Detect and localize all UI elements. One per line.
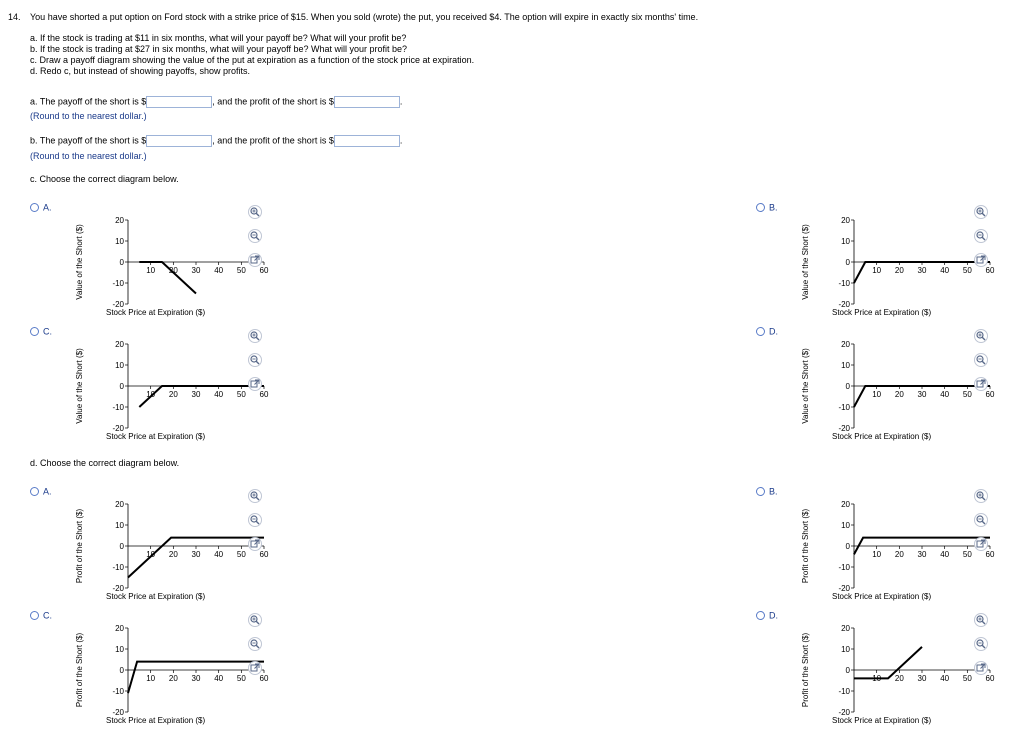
x-tick-label: 10 xyxy=(146,390,156,399)
part-b-text: b. If the stock is trading at $27 in six months, what will your payoff be? What will your profit be? xyxy=(30,44,408,54)
x-axis-label: Stock Price at Expiration ($) xyxy=(106,308,206,317)
x-tick-label: 30 xyxy=(191,674,201,683)
zoom-in-button[interactable] xyxy=(248,205,262,219)
zoom-in-icon xyxy=(976,491,986,501)
zoom-out-button[interactable] xyxy=(248,637,262,651)
y-tick-label: -10 xyxy=(838,279,850,288)
y-tick-label: 10 xyxy=(115,361,124,370)
section-d-title: d. Choose the correct diagram below. xyxy=(30,458,180,468)
x-tick-label: 20 xyxy=(894,674,904,683)
zoom-out-icon xyxy=(976,639,986,649)
x-tick-label: 50 xyxy=(236,266,246,275)
chart-d-B xyxy=(792,492,1002,604)
y-tick-label: 10 xyxy=(841,645,850,654)
option-c-B[interactable] xyxy=(756,202,778,213)
x-tick-label: 30 xyxy=(191,266,201,275)
answer-a-suffix: . xyxy=(399,96,403,107)
x-tick-label: 10 xyxy=(146,674,156,683)
y-tick-label: -20 xyxy=(112,424,124,433)
popout-icon xyxy=(976,255,986,265)
x-tick-label: 60 xyxy=(259,674,269,683)
option-d-B[interactable] xyxy=(756,486,778,497)
x-axis-label: Stock Price at Expiration ($) xyxy=(832,432,932,441)
x-tick-label: 50 xyxy=(962,674,972,683)
y-tick-label: 10 xyxy=(115,237,124,246)
y-tick-label: 0 xyxy=(119,382,124,391)
zoom-in-icon xyxy=(976,207,986,217)
answer-b-profit-input[interactable] xyxy=(334,135,400,147)
zoom-in-button[interactable] xyxy=(248,613,262,627)
x-tick-label: 60 xyxy=(259,390,269,399)
y-tick-label: 10 xyxy=(841,521,850,530)
popout-button[interactable] xyxy=(974,661,988,675)
popout-button[interactable] xyxy=(248,377,262,391)
chart-c-C xyxy=(66,332,276,444)
radio-button[interactable] xyxy=(756,203,765,212)
y-tick-label: 10 xyxy=(115,645,124,654)
option-c-A[interactable] xyxy=(30,202,52,213)
chart-d-C xyxy=(66,616,276,728)
zoom-out-button[interactable] xyxy=(974,353,988,367)
x-tick-label: 60 xyxy=(985,550,995,559)
x-tick-label: 30 xyxy=(191,550,201,559)
section-c-title: c. Choose the correct diagram below. xyxy=(30,174,179,184)
x-tick-label: 20 xyxy=(894,266,904,275)
radio-button[interactable] xyxy=(756,327,765,336)
chart-d-D xyxy=(792,616,1002,728)
part-a-text: a. If the stock is trading at $11 in six months, what will your payoff be? What will your profit be? xyxy=(30,33,407,43)
y-axis-label: Value of the Short ($) xyxy=(75,348,84,424)
y-tick-label: -10 xyxy=(112,563,124,572)
x-tick-label: 20 xyxy=(168,266,178,275)
y-tick-label: 10 xyxy=(841,237,850,246)
option-letter: B. xyxy=(769,202,778,213)
y-tick-label: -10 xyxy=(112,279,124,288)
answer-b-line xyxy=(30,135,402,147)
option-c-C[interactable] xyxy=(30,326,52,337)
zoom-in-button[interactable] xyxy=(248,489,262,503)
answer-b-middle: , and the profit of the short is $ xyxy=(212,135,334,146)
zoom-out-button[interactable] xyxy=(248,513,262,527)
x-tick-label: 10 xyxy=(146,266,156,275)
y-tick-label: 10 xyxy=(841,361,850,370)
x-tick-label: 40 xyxy=(214,674,224,683)
x-tick-label: 10 xyxy=(872,390,882,399)
option-letter: D. xyxy=(769,326,778,337)
y-tick-label: -20 xyxy=(112,300,124,309)
radio-button[interactable] xyxy=(756,611,765,620)
x-tick-label: 50 xyxy=(236,674,246,683)
popout-button[interactable] xyxy=(248,253,262,267)
y-tick-label: -20 xyxy=(838,708,850,717)
x-axis-label: Stock Price at Expiration ($) xyxy=(106,592,206,601)
y-tick-label: -10 xyxy=(112,687,124,696)
x-axis-label: Stock Price at Expiration ($) xyxy=(832,716,932,725)
zoom-out-button[interactable] xyxy=(974,637,988,651)
y-tick-label: 20 xyxy=(841,216,850,225)
y-tick-label: 0 xyxy=(845,542,850,551)
y-tick-label: -10 xyxy=(112,403,124,412)
x-tick-label: 40 xyxy=(940,550,950,559)
y-tick-label: -10 xyxy=(838,403,850,412)
answer-a-prefix: a. The payoff of the short is $ xyxy=(30,96,147,107)
x-tick-label: 30 xyxy=(191,390,201,399)
zoom-out-icon xyxy=(976,515,986,525)
zoom-out-button[interactable] xyxy=(974,229,988,243)
zoom-in-icon xyxy=(250,615,260,625)
x-tick-label: 60 xyxy=(259,550,269,559)
radio-button[interactable] xyxy=(756,487,765,496)
part-d-text: d. Redo c, but instead of showing payoffs, show profits. xyxy=(30,66,250,76)
option-letter: C. xyxy=(43,610,52,621)
answer-a-round-note: (Round to the nearest dollar.) xyxy=(30,111,147,121)
zoom-in-icon xyxy=(250,207,260,217)
x-tick-label: 20 xyxy=(894,550,904,559)
answer-b-prefix: b. The payoff of the short is $ xyxy=(30,135,147,146)
x-tick-label: 40 xyxy=(214,390,224,399)
y-tick-label: 20 xyxy=(841,500,850,509)
y-axis-label: Value of the Short ($) xyxy=(801,348,810,424)
y-tick-label: 20 xyxy=(841,624,850,633)
x-axis-label: Stock Price at Expiration ($) xyxy=(832,592,932,601)
x-tick-label: 40 xyxy=(214,266,224,275)
y-tick-label: 0 xyxy=(845,258,850,267)
zoom-out-icon xyxy=(250,639,260,649)
zoom-in-button[interactable] xyxy=(248,329,262,343)
y-tick-label: 20 xyxy=(841,340,850,349)
zoom-out-icon xyxy=(250,515,260,525)
option-d-C[interactable] xyxy=(30,610,52,621)
question-text: You have shorted a put option on Ford stock with a strike price of $15. When you sold (wrote) the put, you received $4. The option will expire in exactly six months' time. xyxy=(30,12,699,22)
popout-button[interactable] xyxy=(974,253,988,267)
series-line xyxy=(854,647,922,679)
y-axis-label: Value of the Short ($) xyxy=(75,224,84,300)
y-tick-label: -10 xyxy=(838,563,850,572)
y-tick-label: -20 xyxy=(112,708,124,717)
chart-d-A xyxy=(66,492,276,604)
y-tick-label: 0 xyxy=(119,542,124,551)
x-tick-label: 30 xyxy=(917,390,927,399)
y-axis-label: Profit of the Short ($) xyxy=(801,508,810,584)
x-tick-label: 30 xyxy=(917,674,927,683)
y-tick-label: -10 xyxy=(838,687,850,696)
x-tick-label: 60 xyxy=(259,266,269,275)
y-tick-label: -20 xyxy=(838,300,850,309)
popout-icon xyxy=(976,379,986,389)
x-tick-label: 40 xyxy=(940,390,950,399)
y-tick-label: 20 xyxy=(115,216,124,225)
popout-icon xyxy=(976,663,986,673)
x-tick-label: 50 xyxy=(962,390,972,399)
x-tick-label: 20 xyxy=(168,550,178,559)
option-letter: D. xyxy=(769,610,778,621)
popout-icon xyxy=(976,539,986,549)
x-tick-label: 60 xyxy=(985,390,995,399)
zoom-out-icon xyxy=(250,355,260,365)
x-tick-label: 60 xyxy=(985,674,995,683)
x-axis-label: Stock Price at Expiration ($) xyxy=(106,432,206,441)
popout-icon xyxy=(250,663,260,673)
zoom-in-icon xyxy=(250,491,260,501)
answer-b-suffix: . xyxy=(399,135,403,146)
popout-button[interactable] xyxy=(974,537,988,551)
option-letter: A. xyxy=(43,486,52,497)
y-tick-label: 20 xyxy=(115,340,124,349)
x-tick-label: 10 xyxy=(146,550,156,559)
zoom-in-icon xyxy=(976,331,986,341)
option-letter: A. xyxy=(43,202,52,213)
y-tick-label: -20 xyxy=(838,424,850,433)
radio-button[interactable] xyxy=(30,203,39,212)
x-tick-label: 30 xyxy=(917,266,927,275)
y-tick-label: 0 xyxy=(119,666,124,675)
chart-c-D xyxy=(792,332,1002,444)
option-c-D[interactable] xyxy=(756,326,778,337)
x-axis-label: Stock Price at Expiration ($) xyxy=(832,308,932,317)
answer-b-round-note: (Round to the nearest dollar.) xyxy=(30,151,147,161)
question-parts xyxy=(30,33,474,77)
x-tick-label: 20 xyxy=(894,390,904,399)
x-tick-label: 50 xyxy=(236,390,246,399)
answer-a-middle: , and the profit of the short is $ xyxy=(212,96,334,107)
y-axis-label: Value of the Short ($) xyxy=(801,224,810,300)
answer-b-payoff-input[interactable] xyxy=(146,135,212,147)
popout-button[interactable] xyxy=(248,661,262,675)
radio-button[interactable] xyxy=(30,487,39,496)
y-tick-label: -20 xyxy=(838,584,850,593)
option-letter: B. xyxy=(769,486,778,497)
zoom-out-icon xyxy=(250,231,260,241)
chart-c-B xyxy=(792,208,1002,320)
zoom-out-button[interactable] xyxy=(248,229,262,243)
y-tick-label: 10 xyxy=(115,521,124,530)
radio-button[interactable] xyxy=(30,611,39,620)
x-tick-label: 20 xyxy=(168,674,178,683)
part-c-text: c. Draw a payoff diagram showing the value of the put at expiration as a function of the stock price at expiration. xyxy=(30,55,475,65)
y-tick-label: 20 xyxy=(115,500,124,509)
option-d-A[interactable] xyxy=(30,486,52,497)
x-tick-label: 50 xyxy=(962,550,972,559)
x-tick-label: 10 xyxy=(872,674,882,683)
x-tick-label: 20 xyxy=(168,390,178,399)
zoom-in-icon xyxy=(250,331,260,341)
popout-icon xyxy=(250,539,260,549)
x-tick-label: 50 xyxy=(236,550,246,559)
popout-icon xyxy=(250,379,260,389)
x-tick-label: 40 xyxy=(214,550,224,559)
zoom-in-icon xyxy=(976,615,986,625)
answer-a-profit-input[interactable] xyxy=(334,96,400,108)
popout-button[interactable] xyxy=(248,537,262,551)
zoom-in-button[interactable] xyxy=(974,329,988,343)
popout-button[interactable] xyxy=(974,377,988,391)
y-tick-label: 0 xyxy=(119,258,124,267)
option-d-D[interactable] xyxy=(756,610,778,621)
x-tick-label: 30 xyxy=(917,550,927,559)
chart-c-A xyxy=(66,208,276,320)
x-tick-label: 40 xyxy=(940,266,950,275)
zoom-in-button[interactable] xyxy=(974,489,988,503)
zoom-out-button[interactable] xyxy=(974,513,988,527)
option-letter: C. xyxy=(43,326,52,337)
zoom-out-icon xyxy=(976,355,986,365)
question-number: 14. xyxy=(8,12,21,22)
y-axis-label: Profit of the Short ($) xyxy=(75,632,84,708)
x-tick-label: 40 xyxy=(940,674,950,683)
x-tick-label: 10 xyxy=(872,550,882,559)
zoom-in-button[interactable] xyxy=(974,205,988,219)
y-axis-label: Profit of the Short ($) xyxy=(75,508,84,584)
x-tick-label: 50 xyxy=(962,266,972,275)
radio-button[interactable] xyxy=(30,327,39,336)
x-axis-label: Stock Price at Expiration ($) xyxy=(106,716,206,725)
answer-a-line xyxy=(30,96,402,108)
y-axis-label: Profit of the Short ($) xyxy=(801,632,810,708)
y-tick-label: 20 xyxy=(115,624,124,633)
zoom-in-button[interactable] xyxy=(974,613,988,627)
y-tick-label: 0 xyxy=(845,382,850,391)
x-tick-label: 10 xyxy=(872,266,882,275)
answer-a-payoff-input[interactable] xyxy=(146,96,212,108)
popout-icon xyxy=(250,255,260,265)
zoom-out-button[interactable] xyxy=(248,353,262,367)
y-tick-label: 0 xyxy=(845,666,850,675)
x-tick-label: 60 xyxy=(985,266,995,275)
zoom-out-icon xyxy=(976,231,986,241)
y-tick-label: -20 xyxy=(112,584,124,593)
